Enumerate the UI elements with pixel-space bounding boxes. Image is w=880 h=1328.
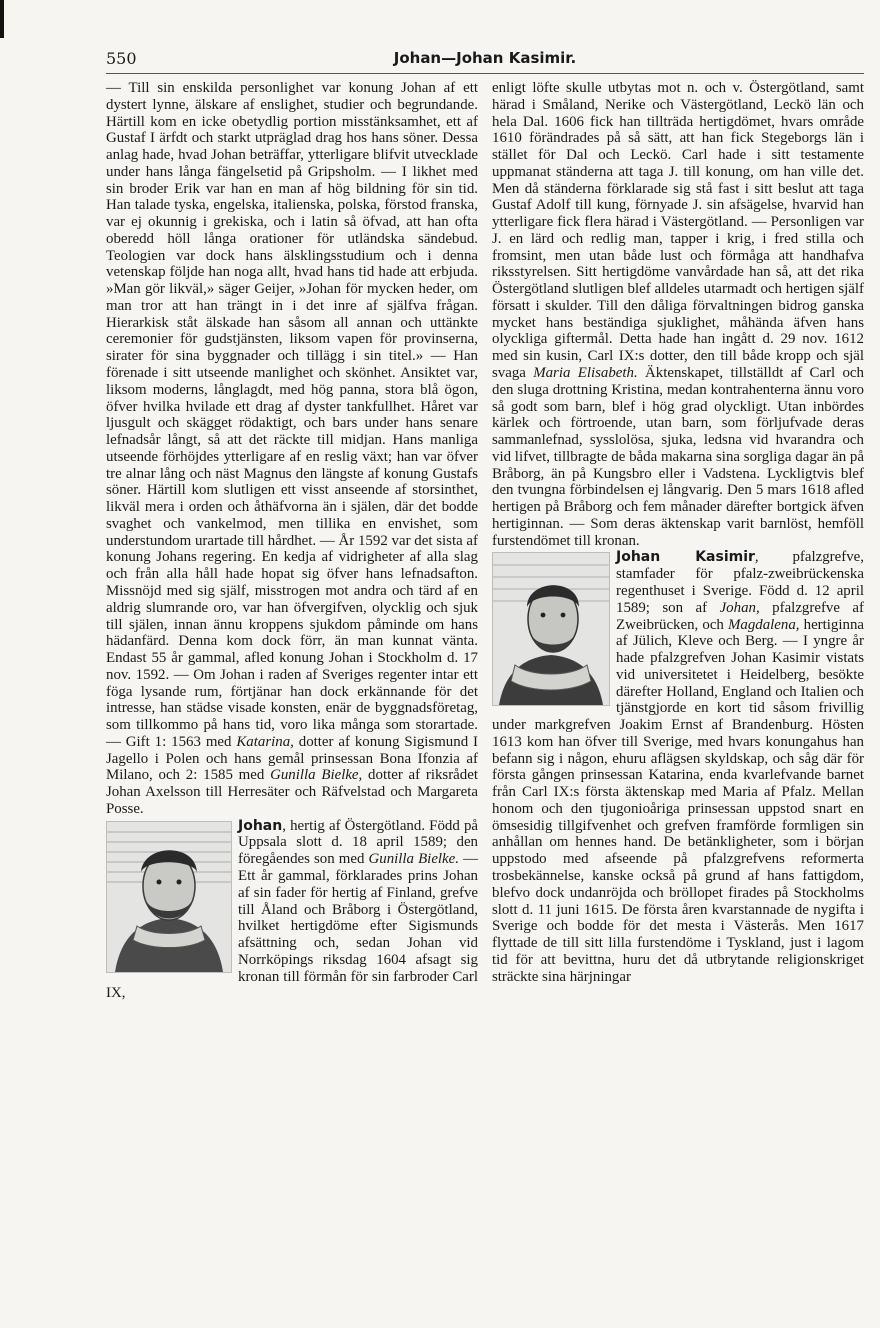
entry-johan-iii-continuation: — Till sin enskilda personlighet var konung Johan af ett dystert lynne, älskare af enslighet, studier och begrundande. Härtill kom en icke obetydlig portion misstänksamhet, ett af Gustaf I ärfdt och starkt utpräglad drag hos hans söner. Dessa anlag hade, hvad Johan beträffar, ytterligare blifvit utvecklade under hans långa fängelsetid på Gripsholm. — I likhet med sin broder Erik var han en man af hög bildning för sin tid. Han talade tyska, engelska, italienska, polska, förstod franska, var ej okunnig i grekiska, och i latin så öfvad, att han ofta oberedd höll långa orationer för utländska sändebud. Teologien var dock hans älsklingsstudium och i denna vetenskap följde han noga allt, hvad hans tid hade att erbjuda. »Man gör likväl,» säger Geijer, »Johan för mycken heder, om man tror att han trängt in i det inre af själfva frågan. Hierarkisk ståt älskade han såsom all annan och uttänkte ceremonier för gudstjänsten, liksom vapen för provinserna, sirater för sina byggnader och tillägg i sin titel.» — Han förenade i sitt utseende manlighet och skönhet. Ansiktet var, liksom moderns, långlagdt, med hög panna, stora blå ögon, öfver hvilka hvilade ett drag af dyster tankfullhet. Håret var ljusgult och skägget rödaktigt, och bars under hans senare lefnadsår långt, så att det räckte till midjan. Hans manliga utseende förhöjdes ytterligare af en reslig växt; han var öfver tre alnar lång och näst Magnus den längste af konung Gustafs söner. Härtill kom slutligen ett visst anseende af storsinthet, likväl mera i orden och åthäfvorna än i själen, där det bodde svaghet och vankelmod, men tillika en envishet, som understundom urartade till hårdhet. — År 1592 var det sista af konung Johans regering. En kedja af vidrigheter af alla slag och från alla håll hade hopat sig öfver hans lefnadsafton. Missnöjd med sig själf, misstrogen mot andra och tärd af en aldrig slumrande oro, var han öfvergifven, olycklig och sjuk till själen, innan ännu kroppens sjukdom påminde om hans hädanfärd. Denna kom dock förr, än man kunnat vänta. Endast 55 år gammal, afled konung Johan i Stockholm d. 17 nov. 1592. — Om Johan i raden af Sveriges regenter intar ett föga lysande rum, förtjänar han dock erkännande för det intresse, han städse visade konsten, enär de byggnadsföretag, som tillkommo på hans tid, voro lika många som storartade. — Gift 1: 1563 med Katarina, dotter af konung Sigismund I Jagello i Polen och hans gemål prinsessan Bona Ifonzia af Milano, och 2: 1585 med Gunilla Bielke, dotter af riksrådet Johan Axelsson till Herresäter och Räfvelstad och Margareta Posse.: [106, 80, 478, 817]
portrait-engraving-icon: [493, 553, 609, 705]
portrait-johan-hertig: [106, 821, 232, 973]
entry-johan-hertig-continuation: enligt löfte skulle utbytas mot n. och v. Östergötland, samt härad i Småland, Nerike och Västergötland, Leckö län och hela Dal. 1606 fick han tillträda hertigdömet, hvars område 1610 förändrades på så sätt, att han fick Stegeborgs län i stället för Dal och Leckö. Carl hade i sitt testamente uppmanat ständerna att taga J. till konung, om han ville det. Men då ständerna förklarade sig stå fast i sitt beslut att taga Gustaf Adolf till kung, förnyade J. sin afsägelse, hvarvid han ytterligare fick flera härad i Västergötland. — Personligen var J. en lärd och redlig man, tapper i krig, i fred stilla och fromsint, men utan både lust och förmåga att handhafva riksstyrelsen. Sitt hertigdöme vanvårdade han så, att det rika Östergötland slutligen blef alldeles utarmadt och hertigen själf försatt i skulder. Till den dåliga förvaltningen bidrog ganska mycket hans beständiga sjuklighet, måhända äfven hans olyckliga giftermål. Detta hade han ingått d. 29 nov. 1612 med sin kusin, Carl IX:s dotter, den till både kropp och själ svaga Maria Elisabeth. Äktenskapet, tillställdt af Carl och den sluga drottning Kristina, medan kontrahenterna ännu voro så godt som barn, blef i hög grad olyckligt. Utan inbördes kärlek och förtroende, utan barn, som förljufvade deras sammanlefnad, sysslolösa, sjuka, ledsna vid hvarandra och vid lifvet, tillbragte de båda makarna sina sorgliga dagar än på Bråborg, än på Kungsbro eller i Vadstena. Lyckligtvis blef den tvungna förbindelsen ej långvarig. Den 5 mars 1618 afled hertigen på Bråborg och fem månader därefter bortgick äfven hertiginnan. — Som deras äktenskap varit barnlöst, hemföll furstendömet till kronan.: [492, 80, 864, 549]
lemma-johan-kasimir: Johan Kasimir: [616, 549, 755, 566]
entry-johan-kasimir: Johan Kasimir , pfalzgrefve, stamfader för pfalz-zweibrückenska regenthuset i Sverige. Född d. 12 april 1589; son af Johan, pfalzgrefve af Zweibrücken, och Magdalena, hertiginna af Jülich, Kleve och Berg. — I yngre år hade pfalzgrefven Johan Kasimir vistats vid universitetet i Heidelberg, besökte därefter Holland, England och Italien och tjänstgjorde en kort tid såsom frivillig under markgrefven Joakim Ernst af Brandenburg. Hösten 1613 kom han öfver till Sverige, med hvars konungahus han befann sig i någon, ehuru aflägsen skyldskap, och såg där för första gången prinsessan Katarina, enda kvarlefvande barnet från Carl IX:s första äktenskap med Maria af Pfalz. Mellan honom och den tjugonioåriga prinsessan uppstod snart en ömsesidig tillgifvenhet och grefven framförde formligen sin anhållan om hennes hand. De betänkligheter, som i början uppstodo med afseende på pfalzgrefvens reformerta trosbekännelse, kanske också på grund af hans fattigdom, blefvo dock undanröjda och bröllopet firades på Stockholms slott d. 11 juni 1615. De första åren kvarstannade de nygifta i Sverige och bodde för det mesta i Västerås. Men 1617 flyttade de till sitt lilla furstendöme i Tyskland, just i lagom tid för att bevittna, huru det då utbrytande religionskriget sträckte sina härjningar: [492, 549, 864, 985]
running-title: Johan—Johan Kasimir.: [393, 49, 577, 67]
entry-johan-hertig: Johan , hertig af Östergötland. Född på Uppsala slott d. 18 april 1589; den föregåendes son med Gunilla Bielke. — Ett år gammal, förklarades prins Johan af sin fader för hertig af Finland, grefve till Åland och Bråborg i Östergötland, hvilket hertigdöme efter Sigismunds afsättning och, sedan Johan vid Norrköpings riksdag 1604 afsagt sig kronan till förmån för sin farbroder Carl IX,: [106, 817, 478, 1002]
header-rule: [106, 73, 864, 74]
page-number: 550: [106, 49, 137, 68]
portrait-johan-kasimir: [492, 552, 610, 706]
scan-edge-mark: [0, 0, 4, 38]
lemma-johan: Johan: [238, 817, 283, 834]
page-header: [106, 49, 864, 71]
left-column: [106, 80, 478, 1002]
right-column: [492, 80, 864, 985]
portrait-engraving-icon: [107, 822, 231, 972]
